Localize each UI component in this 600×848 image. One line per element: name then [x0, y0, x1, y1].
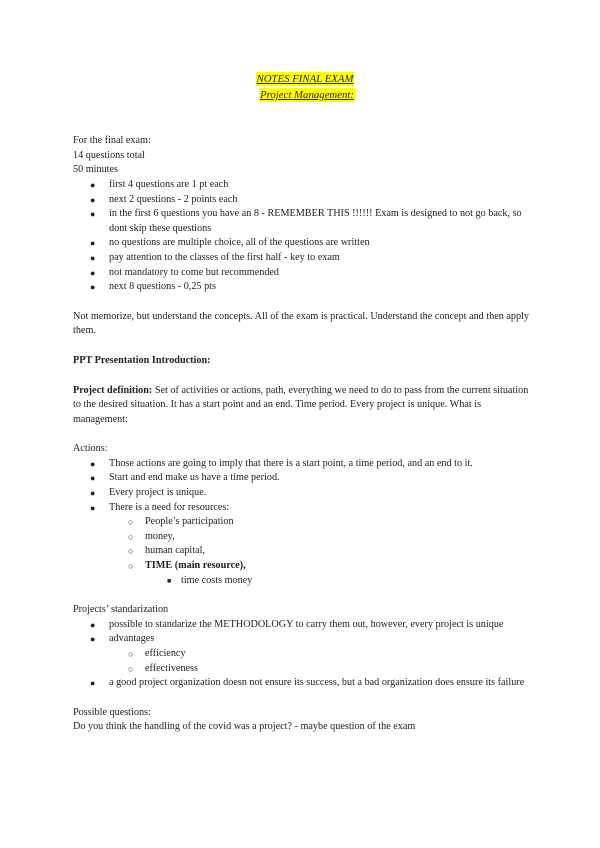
- exam-intro: For the final exam:: [73, 135, 151, 147]
- page-title: NOTES FINAL EXAM: [256, 73, 354, 85]
- circle-bullet-icon: ○: [128, 561, 134, 572]
- project-definition: [73, 384, 533, 428]
- actions-list: [73, 457, 533, 588]
- bullet-icon: ●: [90, 282, 96, 293]
- list-item: ● Every project is unique.: [73, 486, 533, 501]
- bullet-icon: ●: [90, 678, 96, 689]
- bullet-icon: ●: [90, 238, 96, 249]
- list-item: ● in the first 6 questions you have an 8 - REMEMBER THIS !!!!!! Exam is designed to not go back, so dont skip these questions: [90, 208, 522, 234]
- definition-label: Project definition:: [73, 384, 153, 396]
- standarization-list: [73, 618, 533, 691]
- list-item: ● possible to standarize the METHODOLOGY to carry them out, however, every project is unique: [73, 618, 533, 633]
- bullet-icon: ●: [90, 634, 96, 645]
- bullet-icon: ●: [90, 267, 96, 278]
- circle-bullet-icon: ○: [128, 531, 134, 542]
- list-item: ● a good project organization doesn not ensure its success, but a bad organization does ensure its failure: [73, 676, 533, 691]
- list-item: ○ TIME (main resource), ■ time costs money: [73, 559, 533, 588]
- possible-question-1: Do you think the handling of the covid was a project? - maybe question of the exam: [73, 721, 416, 733]
- exam-bullet-list: [73, 178, 533, 295]
- list-item: ○ human capital,: [73, 544, 533, 559]
- list-item: ● pay attention to the classes of the first half - key to exam: [73, 251, 533, 266]
- possible-questions-label: Possible questions:: [73, 706, 151, 718]
- list-item: ○ People’s participation: [73, 515, 533, 530]
- list-item: ○ efficiency: [73, 647, 533, 662]
- section-heading-ppt: PPT Presentation Introduction:: [73, 354, 211, 366]
- bullet-icon: ●: [90, 252, 96, 263]
- spacer: [73, 339, 533, 354]
- list-item: ● advantages ○ efficiency ○ effectiveness: [73, 632, 533, 676]
- spacer: [73, 103, 533, 134]
- list-item: ● next 8 questions - 0,25 pts: [73, 280, 533, 295]
- actions-label: Actions:: [73, 443, 108, 455]
- exam-questions-total: 14 questions total: [73, 149, 145, 161]
- spacer: [73, 427, 533, 442]
- time-sub-list: [145, 574, 533, 589]
- circle-bullet-icon: ○: [128, 546, 134, 557]
- bullet-icon: ●: [90, 619, 96, 630]
- bullet-icon: ●: [90, 194, 96, 205]
- square-bullet-icon: ■: [167, 576, 172, 585]
- circle-bullet-icon: ○: [128, 649, 134, 659]
- exam-note: Not memorize, but understand the concepts. All of the exam is practical. Understand the concept and then apply them.: [73, 310, 530, 337]
- bullet-icon: ●: [90, 209, 96, 220]
- list-item: ● Start and end make us have a time period.: [73, 471, 533, 486]
- title-block: [73, 72, 533, 103]
- spacer: [73, 691, 533, 706]
- spacer: [73, 369, 533, 384]
- list-item: ● not mandatory to come but recommended: [73, 266, 533, 281]
- exam-duration: 50 minutes: [73, 164, 118, 176]
- bullet-icon: ●: [90, 488, 96, 499]
- circle-bullet-icon: ○: [128, 663, 134, 674]
- list-item: ○ effectiveness: [73, 662, 533, 677]
- bullet-icon: ●: [90, 179, 96, 190]
- list-item: ● first 4 questions are 1 pt each: [73, 178, 533, 193]
- document-page: [73, 72, 533, 735]
- bullet-icon: ●: [90, 458, 96, 469]
- list-item: ● no questions are multiple choice, all of the questions are written: [73, 236, 533, 251]
- list-item: ● There is a need for resources: ○ People’s participation ○ money, ○ human capital, ○ TIME (main resource), ■ time costs money: [73, 501, 533, 589]
- list-item: ● Those actions are going to imply that there is a start point, a time period, and an end to it.: [73, 457, 533, 472]
- list-item: ○ money,: [73, 530, 533, 545]
- resources-list: [109, 515, 533, 588]
- advantages-list: [109, 647, 533, 676]
- standarization-label: Projects’ standarization: [73, 604, 169, 616]
- circle-bullet-icon: ○: [128, 517, 134, 528]
- spacer: [73, 295, 533, 310]
- spacer: [73, 588, 533, 603]
- list-item: ■ time costs money: [73, 574, 533, 589]
- bullet-icon: ●: [90, 502, 96, 513]
- bullet-icon: ●: [90, 473, 96, 484]
- list-item: ● next 2 questions - 2 points each: [73, 193, 533, 208]
- definition-text: Set of activities or actions, path, everything we need to do to pass from the current situation to the desired situation. It has a start point and an end. Time period. Every project is unique. What is management:: [73, 384, 529, 425]
- page-subtitle: Project Management:: [259, 88, 355, 101]
